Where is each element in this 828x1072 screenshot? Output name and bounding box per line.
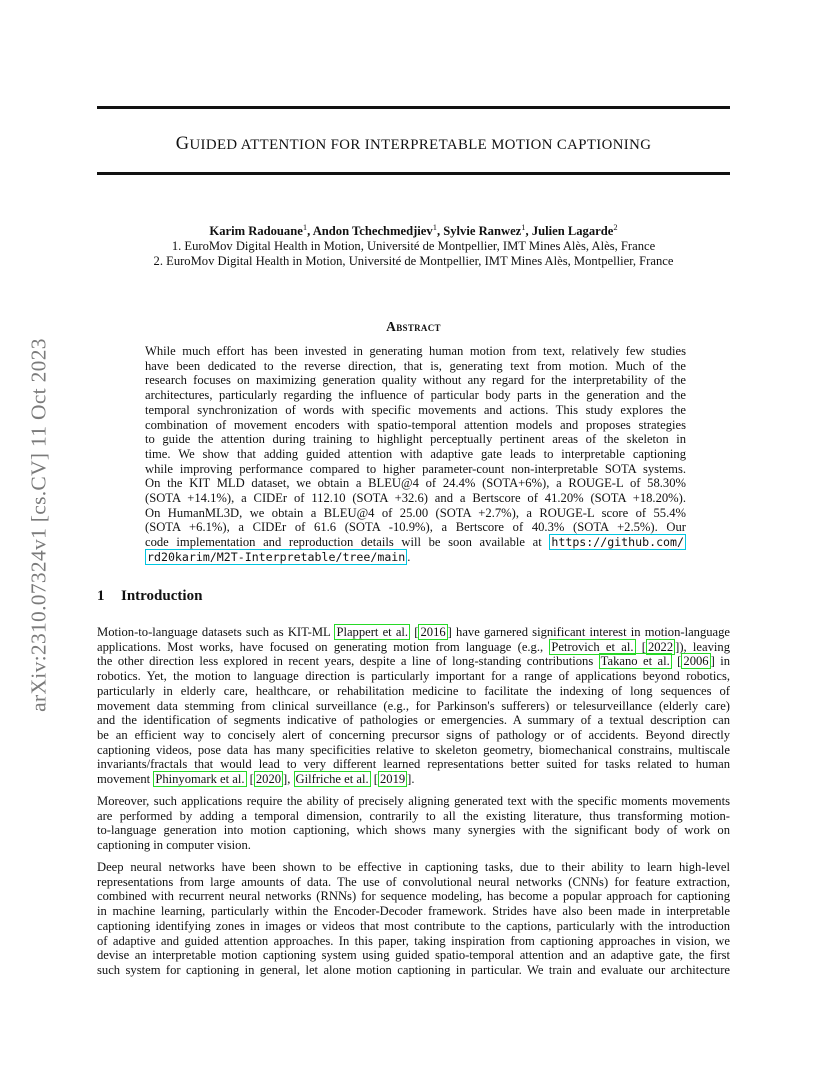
section-title: Introduction	[121, 588, 203, 604]
author-1: Karim Radouane	[209, 224, 303, 239]
text-span: ] in	[710, 654, 731, 669]
citation-year-link[interactable]: 2016	[420, 625, 446, 639]
paragraph-line: devise an interpretable motion captioning system using guided spatio-temporal attention and an adaptive gate, the first	[97, 948, 730, 963]
abstract-line: While much effort has been invested in generating human motion from text, relatively few studies	[145, 344, 686, 358]
paragraph-line: Moreover, such applications require the ability of precisely aligning generated text with the specific moments movements	[97, 794, 730, 808]
arxiv-sidebar	[24, 290, 54, 760]
code-url-link-continued[interactable]: rd20karim/M2T-Interpretable/tree/main	[147, 549, 406, 564]
title-rest: UIDED ATTENTION FOR INTERPRETABLE MOTION CAPTIONING	[189, 137, 652, 153]
paragraph-1	[97, 625, 730, 787]
code-url-link[interactable]: https://github.com/	[551, 535, 684, 550]
paragraph-3	[97, 860, 730, 978]
author-2: Andon Tchechmedjiev	[312, 224, 433, 239]
paragraph-line: of adaptive and guided attention approaches. In this paper, taking inspiration from captioning approaches in vision, we	[97, 933, 730, 948]
citation-year-link[interactable]: 2006	[683, 654, 709, 669]
text-span: movement	[97, 772, 154, 787]
paragraph-line: representations from large amounts of data. The use of convolutional neural networks (CNNs) for feature extraction,	[97, 874, 730, 889]
affiliation-2: 2. EuroMov Digital Health in Motion, Université de Montpellier, IMT Mines Alès, Montpellier, France	[153, 254, 674, 269]
text-span: applications. Most works, have focused on generating motion from language (e.g.,	[97, 639, 550, 654]
paragraph-line	[97, 625, 730, 640]
text-span: [	[370, 772, 378, 787]
text-span: [	[671, 654, 682, 669]
paragraph-line: captioning videos, pose data has many specificities relative to skeleton geometry, biomechanical constrains, multiscale	[97, 742, 730, 757]
abstract-line	[145, 550, 686, 565]
author-3-affiliation: 1	[521, 222, 526, 232]
abstract-line: On HumanML3D, we obtain a BLEU@4 of 25.00 (SOTA +2.7%), a ROUGE-L score of 55.4%	[145, 505, 686, 520]
citation-year-link[interactable]: 2022	[647, 639, 674, 654]
text-span: [	[635, 639, 646, 654]
text-span: Motion-to-language datasets such as KIT-ML	[97, 625, 335, 639]
citation-year-link[interactable]: 2020	[255, 772, 282, 787]
paragraph-line	[97, 772, 730, 787]
abstract-line: (SOTA +6.1%), a CIDEr of 61.6 (SOTA -10.9%), a Bertscore of 40.3% (SOTA +2.5%). Our	[145, 520, 686, 535]
abstract-line-text: code implementation and reproduction details will be soon available at	[145, 535, 542, 550]
paragraph-line: to-language generation into motion captioning, which shows many synergies with the significant body of work on	[97, 823, 730, 838]
citation-link[interactable]: Phinyomark et al.	[155, 772, 245, 787]
title-rule-top	[97, 106, 730, 109]
author-3: Sylvie Ranwez	[443, 224, 522, 239]
paragraph-line: particularly in elderly care, healthcare, or rehabilitation medicine to facilitate the indexing of long sequences of	[97, 683, 730, 698]
text-span: [	[410, 625, 419, 639]
author-block	[97, 220, 730, 269]
abstract-line: On the KIT MLD dataset, we obtain a BLEU@4 of 24.4% (SOTA+6%), a ROUGE-L of 58.30%	[145, 476, 686, 491]
paragraph-line: captioning in computer vision.	[97, 838, 251, 853]
affiliation-1: 1. EuroMov Digital Health in Motion, Université de Montpellier, IMT Mines Alès, Alès, France	[171, 239, 656, 254]
title-rule-bottom	[97, 172, 730, 175]
author-4: Julien Lagarde	[531, 224, 614, 239]
abstract-line: architectures, particularly regarding the influence of particular body parts in the generation and the	[145, 388, 686, 403]
paragraph-line: in machine learning, particularly within the Encoder-Decoder framework. Strides have also been made in interpretable	[97, 904, 730, 919]
abstract-heading: Abstract	[386, 319, 441, 334]
abstract-line: research focuses on maximizing generation quality without any regard for the interpretability of the	[145, 373, 686, 388]
paragraph-line: robotics. Yet, the motion to language direction is particularly important for a range of applications beyond robotics,	[97, 669, 730, 684]
paragraph-line: such system for captioning in general, let alone motion captioning in particular. We train and evaluate our architecture	[97, 962, 730, 977]
author-names: Karim Radouane$^1$, Andon Tchechmedjiev$^1$, Sylvie Ranwez$^1$, Julien Lagarde$^2$	[209, 222, 618, 239]
paragraph-line	[97, 640, 730, 655]
text-span: [	[246, 772, 254, 787]
abstract-line: (SOTA +14.1%), a CIDEr of 112.10 (SOTA +32.6) and a Bertscore of 41.20% (SOTA +18.20%).	[145, 491, 686, 506]
paper-title	[97, 131, 730, 158]
citation-link[interactable]: Petrovich et al.	[551, 639, 634, 654]
citation-link[interactable]: Gilfriche et al.	[295, 772, 369, 787]
text-span: ],	[283, 772, 294, 787]
paragraph-line: are performed by adding a temporal dimension, contrarily to all the existing literature, thus transforming motion-	[97, 808, 730, 823]
paragraph-line: and the identification of segments indicative of pathologies or emergencies. A summary of a textual description can	[97, 713, 730, 728]
abstract-line: have been dedicated to the reverse direction, that is, generating text from motion. Much of the	[145, 358, 686, 373]
author-1-affiliation: 1	[302, 222, 308, 232]
text-span: the other direction less explored in recent years, despite a line of long-standing contributions	[97, 654, 599, 669]
abstract-end-period: .	[407, 549, 411, 564]
paragraph-line: captioning identifying zones in images or videos that most contribute to the captions, particularly with the introduction	[97, 918, 730, 933]
text-span: ].	[407, 772, 415, 787]
arxiv-identifier: arXiv:2310.07324v1 [cs.CV] 11 Oct 2023	[26, 338, 51, 712]
abstract-line: time. We show that adding guided attention with adaptive gate leads to interpretable captioning	[145, 446, 686, 461]
section-number: 1	[97, 588, 105, 604]
section-heading	[97, 588, 202, 605]
abstract-line: temporal synchronization of words with specific movements and actions. This study explores the	[145, 402, 686, 417]
paragraph-line: be an efficient way to concisely alert of concerning precursor signs of pathology or of accidents. Beyond directly	[97, 727, 730, 742]
text-span: ] have garnered significant interest in motion-language	[447, 625, 731, 639]
abstract-body	[145, 344, 686, 565]
paragraph-line: combined with recurrent neural networks (RNNs) for sequence modeling, has become a popular approach for captioning	[97, 889, 730, 904]
citation-link[interactable]: Plappert et al.	[336, 625, 409, 639]
paragraph-line	[97, 654, 730, 669]
author-4-affiliation: 2	[613, 222, 618, 232]
abstract-line: while improving performance compared to higher parameter-count non-interpretable SOTA systems.	[145, 461, 686, 476]
author-2-affiliation: 1	[432, 222, 437, 232]
text-span: ]), leaving	[675, 639, 730, 654]
paragraph-line: Deep neural networks have been shown to be effective in captioning tasks, due to their ability to learn high-level	[97, 860, 730, 874]
citation-link[interactable]: Takano et al.	[600, 654, 670, 669]
title-first-letter: G	[175, 134, 190, 154]
paragraph-line: movement data stemming from clinical surveillance (e.g., for Parkinson's sufferers) or telesurveillance (elderly care)	[97, 698, 730, 713]
abstract-line: to guide the attention during training to highlight perceptually pertinent areas of the skeleton in	[145, 432, 686, 447]
paragraph-line: invariants/fractals that would lead to very different learned representations better suited for tasks related to human	[97, 757, 730, 772]
abstract-line	[145, 535, 686, 550]
paragraph-2	[97, 794, 730, 853]
citation-year-link[interactable]: 2019	[379, 772, 406, 787]
abstract-line: combination of movement encoders with spatio-temporal attention models and proposes strategies	[145, 417, 686, 432]
